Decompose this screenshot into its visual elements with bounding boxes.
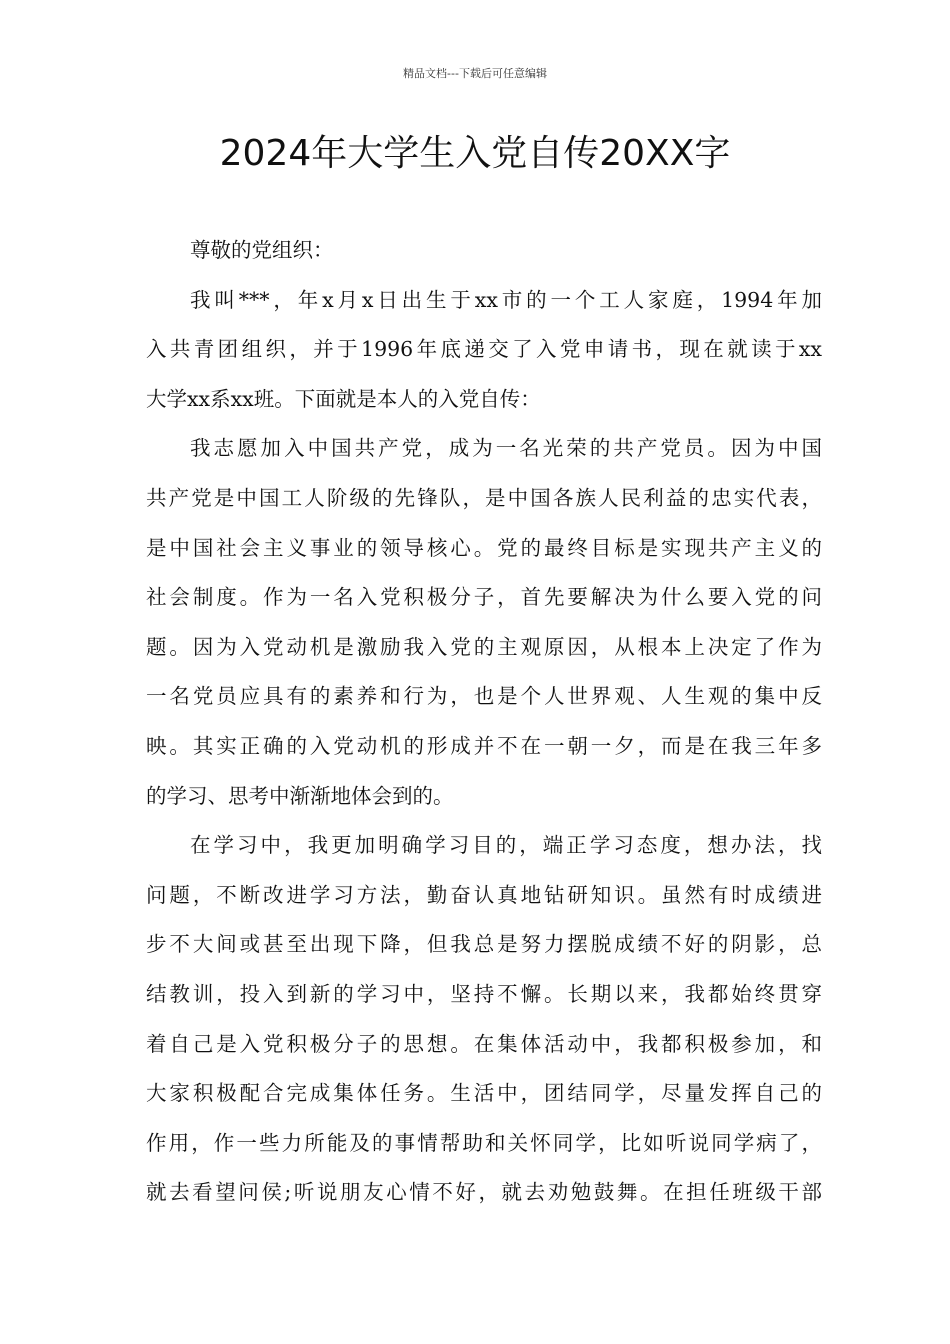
study-paragraph: [146, 821, 822, 1218]
text-line: 着自己是入党积极分子的思想。在集体活动中，我都积极参加，和: [146, 1031, 822, 1056]
text-line: 入共青团组织，并于1996年底递交了入党申请书，现在就读于xx: [146, 337, 822, 362]
text-line: 题。因为入党动机是激励我入党的主观原因，从根本上决定了作为: [146, 634, 822, 659]
text-line: 映。其实正确的入党动机的形成并不在一朝一夕，而是在我三年多: [146, 733, 822, 758]
document-title: 2024年大学生入党自传20XX字: [219, 133, 731, 174]
text-line: 大学xx系xx班。下面就是本人的入党自传：: [146, 386, 541, 411]
text-line: 我志愿加入中国共产党，成为一名光荣的共产党员。因为中国: [190, 436, 822, 461]
text-line: 的学习、思考中渐渐地体会到的。: [146, 783, 454, 808]
page-header-note: 精品文档---下载后可任意编辑: [403, 67, 547, 80]
text-line: 就去看望问侯;听说朋友心情不好，就去劝勉鼓舞。在担任班级干部: [146, 1180, 822, 1205]
salutation-paragraph: [146, 226, 822, 276]
text-line: 在学习中，我更加明确学习目的，端正学习态度，想办法，找: [190, 833, 822, 858]
intro-paragraph: [146, 276, 822, 425]
text-line: 我叫***，年x月x日出生于xx市的一个工人家庭，1994年加: [190, 287, 822, 312]
document-body: [146, 226, 822, 1218]
text-line: 社会制度。作为一名入党积极分子，首先要解决为什么要入党的问: [146, 585, 822, 610]
motivation-paragraph: [146, 424, 822, 821]
text-line: 共产党是中国工人阶级的先锋队，是中国各族人民利益的忠实代表，: [146, 485, 822, 510]
text-line: 尊敬的党组织：: [190, 238, 334, 262]
text-line: 结教训，投入到新的学习中，坚持不懈。长期以来，我都始终贯穿: [146, 981, 822, 1006]
text-line: 作用，作一些力所能及的事情帮助和关怀同学，比如听说同学病了，: [146, 1130, 822, 1155]
text-line: 问题，不断改进学习方法，勤奋认真地钻研知识。虽然有时成绩进: [146, 882, 822, 907]
text-line: 是中国社会主义事业的领导核心。党的最终目标是实现共产主义的: [146, 535, 822, 560]
text-line: 大家积极配合完成集体任务。生活中，团结同学，尽量发挥自己的: [146, 1081, 822, 1106]
text-line: 步不大间或甚至出现下降，但我总是努力摆脱成绩不好的阴影，总: [146, 932, 822, 957]
text-line: 一名党员应具有的素养和行为，也是个人世界观、人生观的集中反: [146, 684, 822, 709]
